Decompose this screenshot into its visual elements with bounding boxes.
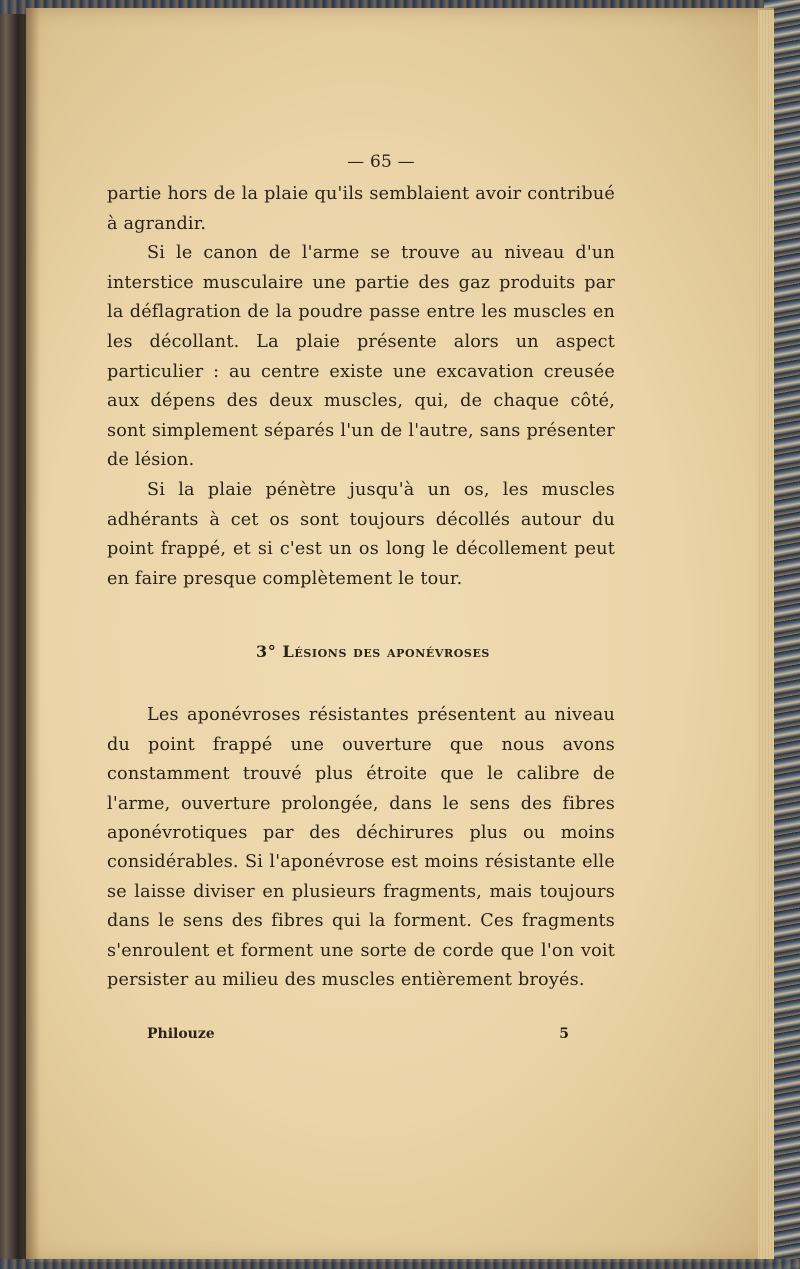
page-number: — 65 — — [347, 152, 415, 172]
signature-author: Philouze — [147, 1026, 215, 1042]
gutter-shadow — [26, 8, 40, 1262]
bottom-binding-edge — [0, 1259, 800, 1269]
signature-sheet-number: 5 — [559, 1026, 569, 1042]
page-text-block — [107, 150, 615, 995]
paragraph-continuation: partie hors de la plaie qu'ils semblaient avoir contribué à agrandir. — [107, 184, 615, 234]
page-stack-edge — [758, 10, 774, 1260]
paragraph-aponeuroses: Les aponévroses résistantes présentent au niveau du point frappé une ouverture que nous avons constamment trouvé plus étroite que le calibre de l'arme, ouverture prolongée, dans le sens des fibres aponévrotiques par des déchirures plus ou moins considérables. Si l'aponévrose est moins résistante elle se laisse diviser en plusieurs fragments, mais toujours dans le sens des fibres qui la forment. Ces fragments s'enroulent et forment une sorte de corde que l'on voit persister au milieu des muscles entièrement broyés. — [107, 705, 615, 990]
paragraph-bone: Si la plaie pénètre jusqu'à un os, les muscles adhérants à cet os sont toujours décollés autour du point frappé, et si c'est un os long le décollement peut en faire presque complètement le tour. — [107, 479, 615, 589]
paragraph-interstice: Si le canon de l'arme se trouve au niveau d'un interstice musculaire une partie des gaz produits par la déflagration de la poudre passe entre les muscles en les décollant. La plaie présente alors un aspect particulier : au centre existe une excavation creusée aux dépens des deux muscles, qui, de chaque côté, sont simplement séparés l'un de l'autre, sans présenter de lésion. — [107, 243, 615, 471]
section-heading: 3° Lésions des aponévroses — [256, 642, 490, 662]
